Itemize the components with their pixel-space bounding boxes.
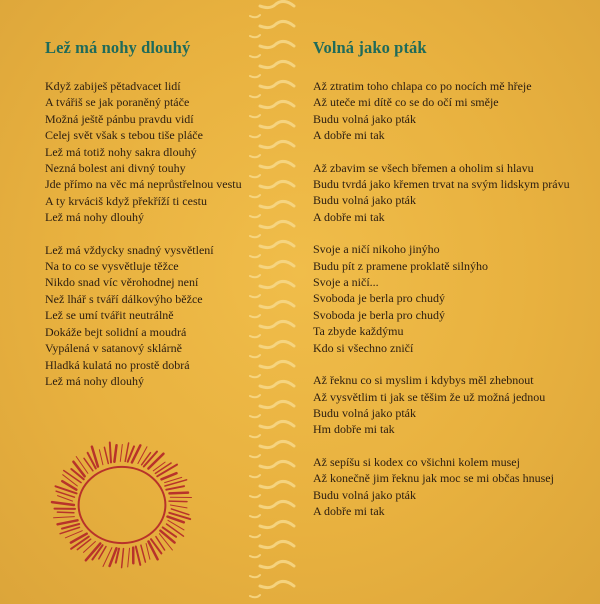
lyric-line: Až ztratim toho chlapa co po nocích mě hřeje [313,79,532,93]
ornament-stroke [170,493,189,494]
wave-stroke [250,475,260,477]
ornament-stroke [122,549,124,568]
wave-stroke [260,181,294,187]
lyric-line: Až řeknu co si myslim i kdybys měl zhebnout [313,373,534,388]
wave-stroke [260,441,294,447]
wave-stroke [260,201,294,207]
wave-stroke [260,461,294,467]
wave-stroke [250,455,260,457]
ornament-stroke [120,445,122,462]
stanza [313,372,583,438]
lyric-line: A ty krváciš když překříží ti cestu [45,193,207,208]
wave-stroke [260,581,294,587]
lyric-line: Budu volná jako pták [313,193,416,208]
wave-stroke [250,15,260,17]
wave-stroke [260,281,294,287]
lyric-line: Budu volná jako pták [313,487,416,502]
stanza [313,241,583,356]
wave-stroke [260,541,294,547]
stanza [313,78,583,144]
lyric-line: Až vysvětlim ti jak se těšim že už možná jednou [313,389,546,404]
wave-stroke [260,321,294,327]
wave-stroke [260,421,294,427]
lyric-line: Lež se umí tvářit neutrálně [45,308,174,323]
lyric-line: Hladká kulatá no prostě dobrá [45,357,190,372]
lyric-line: Možná ještě pánbu pravdu vidí [45,111,194,126]
ornament-stroke [110,443,111,463]
wave-stroke [260,161,294,167]
lyric-line: Budu tvrdá jako křemen trvat na svým lidskym právu [313,177,570,192]
wave-stroke [260,401,294,407]
ornament-stroke [149,542,158,560]
wave-stroke [260,1,294,7]
ornament-stroke [160,531,174,543]
lyric-line: Budu volná jako pták [313,405,416,420]
lyric-line: Kdo si všechno zničí [313,340,414,355]
lyric-line: Svoje a ničí... [313,275,379,290]
wave-stroke [250,555,260,557]
lyric-line: Když zabiješ pětadvacet lidí [45,79,181,93]
lyric-line: Lež má nohy dlouhý [45,373,144,388]
wave-stroke [260,141,294,147]
ornament-stroke [141,545,146,562]
lyric-line: Svoboda je berla pro chudý [313,291,445,306]
lyric-line: Ta zbyde každýmu [313,324,404,339]
lyric-line: Budu volná jako pták [313,111,416,126]
ornament-stroke [63,475,78,486]
ornament-stroke [169,501,187,502]
stanza [45,78,265,226]
wave-stroke [250,515,260,517]
wave-stroke [260,361,294,367]
wave-stroke [260,61,294,67]
ornament-stroke [54,517,75,518]
ornament-ring [79,467,166,543]
wave-stroke [260,561,294,567]
right-song-title: Volná jako pták [313,38,427,57]
lyric-line: A dobře mi tak [313,503,385,518]
red-circle-ornament [40,425,205,585]
lyric-line: Lež má totiž nohy sakra dlouhý [45,144,197,159]
wave-stroke [260,121,294,127]
lyric-line: Hm dobře mi tak [313,422,395,437]
lyric-line: A tvářiš se jak poraněný ptáče [45,95,190,110]
wave-stroke [250,495,260,497]
ornament-stroke [162,473,177,479]
ornament-stroke [104,447,108,463]
wave-stroke [260,501,294,507]
wave-stroke [250,595,260,597]
wave-stroke [260,221,294,227]
lyric-line: Až konečně jim řeknu jak moc se mi občas hnusej [313,471,554,486]
wave-stroke [260,521,294,527]
wave-stroke [250,415,260,417]
wave-stroke [260,481,294,487]
ornament-stroke [146,544,150,560]
stanza [313,454,583,520]
lyric-line: Vypálená v satanový sklárně [45,341,182,356]
lyric-line: Celej svět však s tebou tiše pláče [45,128,203,143]
wave-stroke [260,301,294,307]
wave-stroke [250,435,260,437]
lyric-line: Až sepíšu si kodex co všichni kolem musej [313,454,520,469]
ornament-stroke [170,505,187,508]
ornament-stroke [166,486,184,490]
ornament-stroke [165,480,187,486]
lyric-line: Lež má nohy dlouhý [45,210,144,225]
ornament-stroke [148,454,163,469]
wave-stroke [260,241,294,247]
ornament-stroke [99,450,103,465]
lyric-line: Budu pít z pramene proklatě silnýho [313,258,488,273]
ornament-stroke [114,445,116,461]
lyric-line: A dobře mi tak [313,209,385,224]
lyric-line: Až zbavim se všech břemen a oholim si hlavu [313,160,534,175]
left-song [45,38,265,405]
left-song-title: Lež má nohy dlouhý [45,38,191,57]
wave-stroke [260,101,294,107]
wave-stroke [260,21,294,27]
wave-stroke [260,381,294,387]
lyric-line: Než lhář s tváří dálkovýho běžce [45,291,203,306]
wave-stroke [250,535,260,537]
lyric-line: Na to co se vysvětluje těžce [45,259,179,274]
wave-stroke [260,81,294,87]
lyric-line: Svoboda je berla pro chudý [313,307,445,322]
wave-stroke [260,41,294,47]
wave-stroke [260,261,294,267]
stanza [45,242,265,390]
ornament-stroke [167,524,184,536]
ornament-stroke [52,502,74,505]
ornament-stroke [64,471,81,483]
lyric-line: Svoje a ničí nikoho jinýho [313,242,440,257]
lyric-line: Lež má vždycky snadný vysvětlení [45,242,214,257]
wave-stroke [250,575,260,577]
wave-stroke [250,35,260,37]
ornament-stroke [128,548,130,567]
ornament-stroke [136,547,141,565]
lyric-line: Jde přímo na věc má neprůstřelnou vestu [45,177,242,192]
lyric-line: Nezná bolest ani divný touhy [45,161,186,176]
lyric-line: Dokáže bejt solidní a moudrá [45,324,187,339]
ornament-stroke [58,520,78,524]
lyric-line: A dobře mi tak [313,128,385,143]
ornament-stroke [57,512,74,513]
stanza [313,160,583,226]
lyric-line: Nikdo snad víc věrohodnej není [45,275,199,290]
wave-stroke [260,341,294,347]
lyric-line: Až uteče mi dítě co se do očí mi směje [313,95,499,110]
right-song [313,38,583,535]
